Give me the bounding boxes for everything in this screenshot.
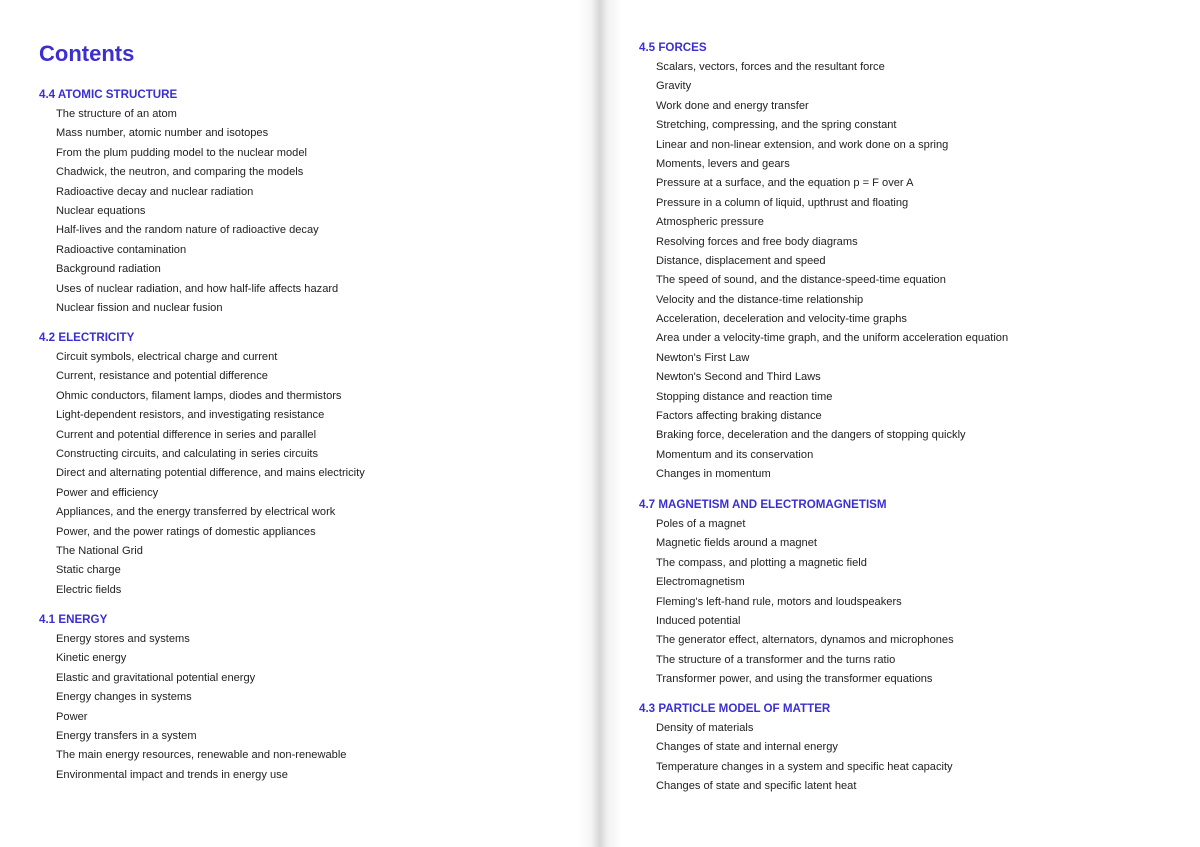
topic-list — [639, 515, 1179, 690]
topic-item: Energy stores and systems — [56, 633, 190, 645]
topic-item: Stopping distance and reaction time — [656, 390, 833, 403]
topic-item: The structure of an atom — [56, 108, 177, 120]
topic-item: The compass, and plotting a magnetic field — [656, 556, 867, 569]
topic-list — [39, 348, 579, 600]
topic-item: Chadwick, the neutron, and comparing the models — [56, 166, 304, 179]
topic-item: The speed of sound, and the distance-speed-time equation — [656, 274, 946, 287]
topic-item: Nuclear equations — [56, 204, 146, 217]
topic-item: Environmental impact and trends in energy use — [56, 768, 288, 781]
topic-item: Gravity — [656, 80, 692, 93]
topic-list — [639, 58, 1179, 485]
topic-item: Nuclear fission and nuclear fusion — [56, 301, 223, 314]
topic-item: Current, resistance and potential difference — [56, 370, 268, 383]
page-title: Contents — [39, 41, 135, 66]
topic-item: Radioactive contamination — [56, 243, 187, 256]
topic-item: Resolving forces and free body diagrams — [656, 235, 858, 248]
topic-item: The structure of a transformer and the turns ratio — [656, 653, 896, 666]
section-heading: 4.2 ELECTRICITY — [39, 331, 135, 344]
topic-item: Power, and the power ratings of domestic appliances — [56, 525, 316, 538]
topic-item: Appliances, and the energy transferred by electrical work — [56, 506, 336, 519]
section-electricity — [39, 331, 579, 600]
topic-item: Stretching, compressing, and the spring constant — [656, 119, 897, 132]
topic-item: Changes of state and internal energy — [656, 741, 838, 754]
topic-item: Newton's Second and Third Laws — [656, 371, 821, 384]
section-magnetism — [639, 498, 1179, 690]
book-spine-shadow — [578, 0, 622, 847]
topic-item: Newton's First Law — [656, 351, 750, 364]
topic-item: Pressure in a column of liquid, upthrust and floating — [656, 196, 909, 209]
section-atomic-structure — [39, 88, 579, 318]
topic-item: Changes in momentum — [656, 468, 771, 481]
topic-item: Energy changes in systems — [56, 691, 192, 704]
topic-item: Constructing circuits, and calculating in series circuits — [56, 447, 319, 460]
topic-item: Elastic and gravitational potential energy — [56, 671, 256, 684]
topic-item: Static charge — [56, 564, 121, 577]
topic-item: Momentum and its conservation — [656, 448, 814, 461]
topic-item: Distance, displacement and speed — [656, 254, 826, 267]
topic-item: Linear and non-linear extension, and work done on a spring — [656, 138, 949, 151]
section-heading: 4.7 MAGNETISM AND ELECTROMAGNETISM — [639, 498, 887, 511]
topic-item: The generator effect, alternators, dynamos and microphones — [656, 634, 954, 647]
topic-item: Kinetic energy — [56, 652, 127, 665]
topic-item: Fleming's left-hand rule, motors and loudspeakers — [656, 595, 902, 608]
topic-item: Changes of state and specific latent heat — [656, 780, 857, 793]
topic-item: Pressure at a surface, and the equation p = F over A — [656, 177, 914, 190]
topic-item: Ohmic conductors, filament lamps, diodes and thermistors — [56, 389, 342, 402]
topic-item: The National Grid — [56, 544, 143, 557]
topic-item: Light-dependent resistors, and investigating resistance — [56, 409, 325, 422]
topic-item: Atmospheric pressure — [656, 216, 764, 229]
section-heading: 4.5 FORCES — [639, 41, 707, 54]
topic-item: Electromagnetism — [656, 576, 745, 589]
topic-item: Uses of nuclear radiation, and how half-life affects hazard — [56, 282, 339, 295]
topic-item: Energy transfers in a system — [56, 729, 197, 742]
topic-item: Half-lives and the random nature of radioactive decay — [56, 224, 319, 237]
topic-item: Power and efficiency — [56, 486, 159, 499]
topic-item: Power — [56, 710, 88, 723]
section-heading: 4.4 ATOMIC STRUCTURE — [39, 88, 178, 101]
section-heading: 4.1 ENERGY — [39, 613, 108, 626]
topic-item: Electric fields — [56, 583, 122, 596]
topic-item: Work done and energy transfer — [656, 99, 809, 112]
topic-item: Current and potential difference in series and parallel — [56, 428, 317, 441]
topic-item: Scalars, vectors, forces and the resultant force — [656, 61, 885, 73]
section-particle-model — [639, 702, 1179, 797]
section-heading: 4.3 PARTICLE MODEL OF MATTER — [639, 702, 831, 715]
topic-item: The main energy resources, renewable and non-renewable — [56, 749, 347, 762]
topic-item: Magnetic fields around a magnet — [656, 537, 817, 550]
topic-item: Density of materials — [656, 722, 754, 734]
section-forces — [639, 41, 1179, 485]
topic-item: Poles of a magnet — [656, 518, 746, 530]
topic-item: Temperature changes in a system and specific heat capacity — [656, 760, 953, 773]
topic-item: Area under a velocity-time graph, and the uniform acceleration equation — [656, 332, 1009, 345]
section-energy — [39, 613, 579, 785]
topic-item: Direct and alternating potential difference, and mains electricity — [56, 467, 365, 480]
topic-item: Radioactive decay and nuclear radiation — [56, 185, 254, 198]
topic-item: Background radiation — [56, 263, 161, 276]
topic-item: Velocity and the distance-time relationship — [656, 293, 864, 306]
topic-list — [39, 630, 579, 785]
topic-item: Braking force, deceleration and the dangers of stopping quickly — [656, 429, 966, 442]
topic-list — [39, 105, 579, 318]
topic-item: Moments, levers and gears — [656, 157, 790, 170]
topic-list — [639, 719, 1179, 797]
topic-item: Induced potential — [656, 614, 741, 627]
topic-item: Factors affecting braking distance — [656, 410, 822, 423]
topic-item: From the plum pudding model to the nuclear model — [56, 146, 307, 159]
topic-item: Transformer power, and using the transformer equations — [656, 673, 933, 686]
topic-item: Acceleration, deceleration and velocity-time graphs — [656, 313, 907, 326]
topic-item: Mass number, atomic number and isotopes — [56, 127, 269, 140]
topic-item: Circuit symbols, electrical charge and current — [56, 351, 278, 363]
